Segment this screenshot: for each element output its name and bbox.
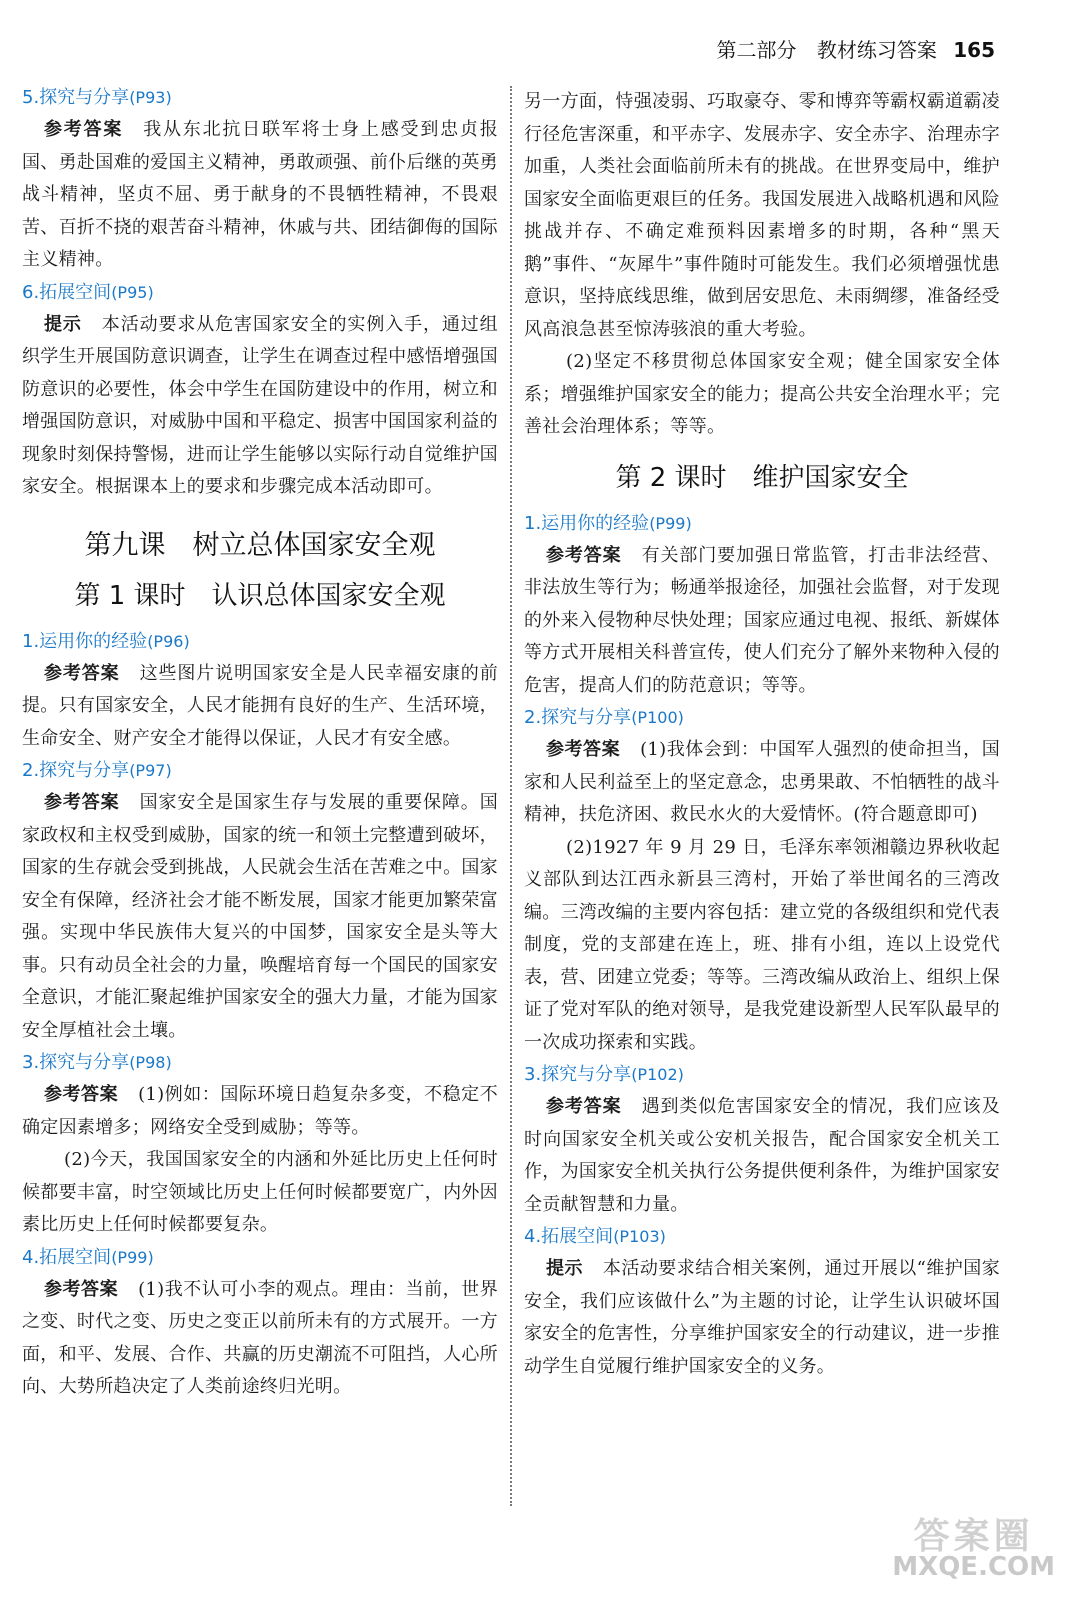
answer-paragraph: 参考答案 这些图片说明国家安全是人民幸福安康的前提。只有国家安全，人民才能拥有良好的生产、生活环境，生命安全、财产安全才能得以保证，人民才有安全感。 (22, 662, 499, 749)
answer-paragraph: 参考答案 我从东北抗日联军将士身上感受到忠贞报国、勇赴国难的爱国主义精神，勇敢顽强、前仆后继的英勇战斗精神，坚贞不屈、勇于献身的不畏牺牲精神，不畏艰苦、百折不挠的艰苦奋斗精神，休戚与共、团结御侮的国际主义精神。 (22, 119, 498, 270)
lesson-title: 第九课 树立总体国家安全观 (84, 529, 436, 561)
page-number: 165 (953, 38, 995, 62)
right-column (524, 86, 1000, 1383)
hint-label: 提示 (546, 1258, 583, 1279)
answer-label: 参考答案 (44, 1278, 119, 1300)
answer-paragraph: 参考答案 (1)我不认可小李的观点。理由：当前，世界之变、时代之变、历史之变正以前所未有的方式展开。一方面，和平、发展、合作、共赢的历史潮流不可阻挡，人心所向、大势所趋决定了人类前途终归光明。 (22, 1278, 498, 1397)
answer-paragraph: 参考答案 有关部门要加强日常监管，打击非法经营、非法放生等行为；畅通举报途径，加强社会监督，对于发现的外来入侵物种尽快处理；国家应通过电视、报纸、新媒体等方式开展相关科普宣传，使人们充分了解外来物种入侵的危害，提高人们的防范意识；等等。 (524, 544, 1001, 696)
continued-paragraph: (2)坚定不移贯彻总体国家安全观；健全国家安全体系；增强维护国家安全的能力；提高公共安全治理水平；完善社会治理体系；等等。 (524, 351, 1000, 437)
watermark-text: 答案圈 (913, 1516, 1034, 1557)
hint-paragraph: 提示 本活动要求结合相关案例，通过开展以“维护国家安全，我们应该做什么”为主题的讨论，让学生认识破坏国家安全的危害性，分享维护国家安全的行动建议，进一步推动学生自觉履行维护国家安全的义务。 (524, 1258, 1000, 1377)
watermark-url: MXQE.COM (892, 1552, 1055, 1582)
lesson-subtitle: 第 2 课时 维护国家安全 (615, 462, 909, 493)
page-header (717, 34, 995, 63)
section-title: 1.运用你的经验(P99) (524, 512, 692, 534)
answer-label: 参考答案 (44, 1084, 119, 1105)
section-title: 2.探究与分享(P97) (22, 760, 172, 781)
lesson-subtitle: 第 1 课时 认识总体国家安全观 (74, 580, 446, 611)
answer-paragraph: 参考答案 遇到类似危害国家安全的情况，我们应该及时向国家安全机关或公安机关报告，配合国家安全机关工作，为国家安全机关执行公务提供便利条件，为维护国家安全贡献智慧和力量。 (524, 1096, 1001, 1215)
section-title: 1.运用你的经验(P96) (22, 630, 190, 652)
section-title: 4.拓展空间(P103) (524, 1226, 666, 1247)
section-title: 2.探究与分享(P100) (524, 707, 684, 728)
answer-label: 参考答案 (546, 739, 621, 760)
section-title: 3.探究与分享(P98) (22, 1052, 172, 1073)
section-title: 4.拓展空间(P99) (22, 1246, 154, 1268)
section-6 (22, 281, 498, 504)
section-b4 (524, 1225, 1000, 1383)
section-a3 (22, 1051, 498, 1242)
column-divider (510, 86, 512, 1506)
continued-paragraph: 另一方面，恃强凌弱、巧取豪夺、零和博弈等霸权霸道霸凌行径危害深重，和平赤字、发展赤字、安全赤字、治理赤字加重，人类社会面临前所未有的挑战。在世界变局中，维护国家安全面临更艰巨的任务。我国发展进入战略机遇和风险挑战并存、不确定难预料因素增多的时期，各种“黑天鹅”事件、“灰犀牛”事件随时可能发生。我们必须增强忧患意识，坚持底线思维，做到居安思危、未雨绸缪，准备经受风高浪急甚至惊涛骇浪的重大考验。 (524, 91, 1000, 340)
section-a2 (22, 759, 498, 1047)
section-b1 (524, 512, 1000, 703)
answer-label: 参考答案 (546, 1096, 622, 1117)
section-5 (22, 86, 498, 277)
answer-label: 参考答案 (546, 544, 622, 566)
section-a4 (22, 1246, 498, 1404)
section-title: 6.拓展空间(P95) (22, 281, 154, 303)
header-section: 第二部分 (716, 38, 797, 62)
answer-paragraph: 参考答案 (1)我体会到：中国军人强烈的使命担当，国家和人民利益至上的坚定意念，忠勇果敢、不怕牺牲的战斗精神，扶危济困、救民水火的大爱情怀。(符合题意即可) (524, 739, 1000, 825)
answer-paragraph: (2)1927 年 9 月 29 日，毛泽东率领湘赣边界秋收起义部队到达江西永新县三湾村，开始了举世闻名的三湾改编。三湾改编的主要内容包括：建立党的各级组织和党代表制度，党的支部建在连上，班、排有小组，连以上设党代表，营、团建立党委；等等。三湾改编从政治上、组织上保证了党对军队的绝对领导，是我党建设新型人民军队最早的一次成功探索和实践。 (524, 836, 1000, 1053)
answer-label: 参考答案 (44, 792, 120, 813)
section-a1 (22, 630, 498, 756)
section-b3 (524, 1063, 1000, 1221)
hint-paragraph: 提示 本活动要求从危害国家安全的实例入手，通过组织学生开展国防意识调查，让学生在调查过程中感悟增强国防意识的必要性，体会中学生在国防建设中的作用，树立和增强国防意识，对威胁中国和平稳定、损害中国国家利益的现象时刻保持警惕，进而让学生能够以实际行动自觉维护国家安全。根据课本上的要求和步骤完成本活动即可。 (22, 313, 498, 497)
answer-paragraph: 参考答案 (1)例如：国际环境日趋复杂多变，不稳定不确定因素增多；网络安全受到威胁；等等。 (22, 1084, 498, 1138)
left-column (22, 86, 498, 1404)
section-title: 3.探究与分享(P102) (524, 1064, 684, 1085)
section-title: 5.探究与分享(P93) (22, 87, 172, 108)
header-title: 教材练习答案 (816, 38, 937, 62)
answer-paragraph: 参考答案 国家安全是国家生存与发展的重要保障。国家政权和主权受到威胁，国家的统一和领土完整遭到破坏，国家的生存就会受到挑战，人民就会生活在苦难之中。国家安全有保障，经济社会才能不断发展，国家才能更加繁荣富强。实现中华民族伟大复兴的中国梦，国家安全是头等大事。只有动员全社会的力量，唤醒培育每一个国民的国家安全意识，才能汇聚起维护国家安全的强大力量，才能为国家安全厚植社会土壤。 (22, 792, 499, 1041)
section-b2 (524, 706, 1000, 1059)
answer-paragraph: (2)今天，我国国家安全的内涵和外延比历史上任何时候都要丰富，时空领域比历史上任何时候都要宽广，内外因素比历史上任何时候都要复杂。 (22, 1149, 498, 1235)
answer-label: 参考答案 (44, 119, 124, 140)
hint-label: 提示 (44, 313, 82, 335)
watermark-logo (892, 1516, 1055, 1582)
answer-label: 参考答案 (44, 662, 120, 684)
